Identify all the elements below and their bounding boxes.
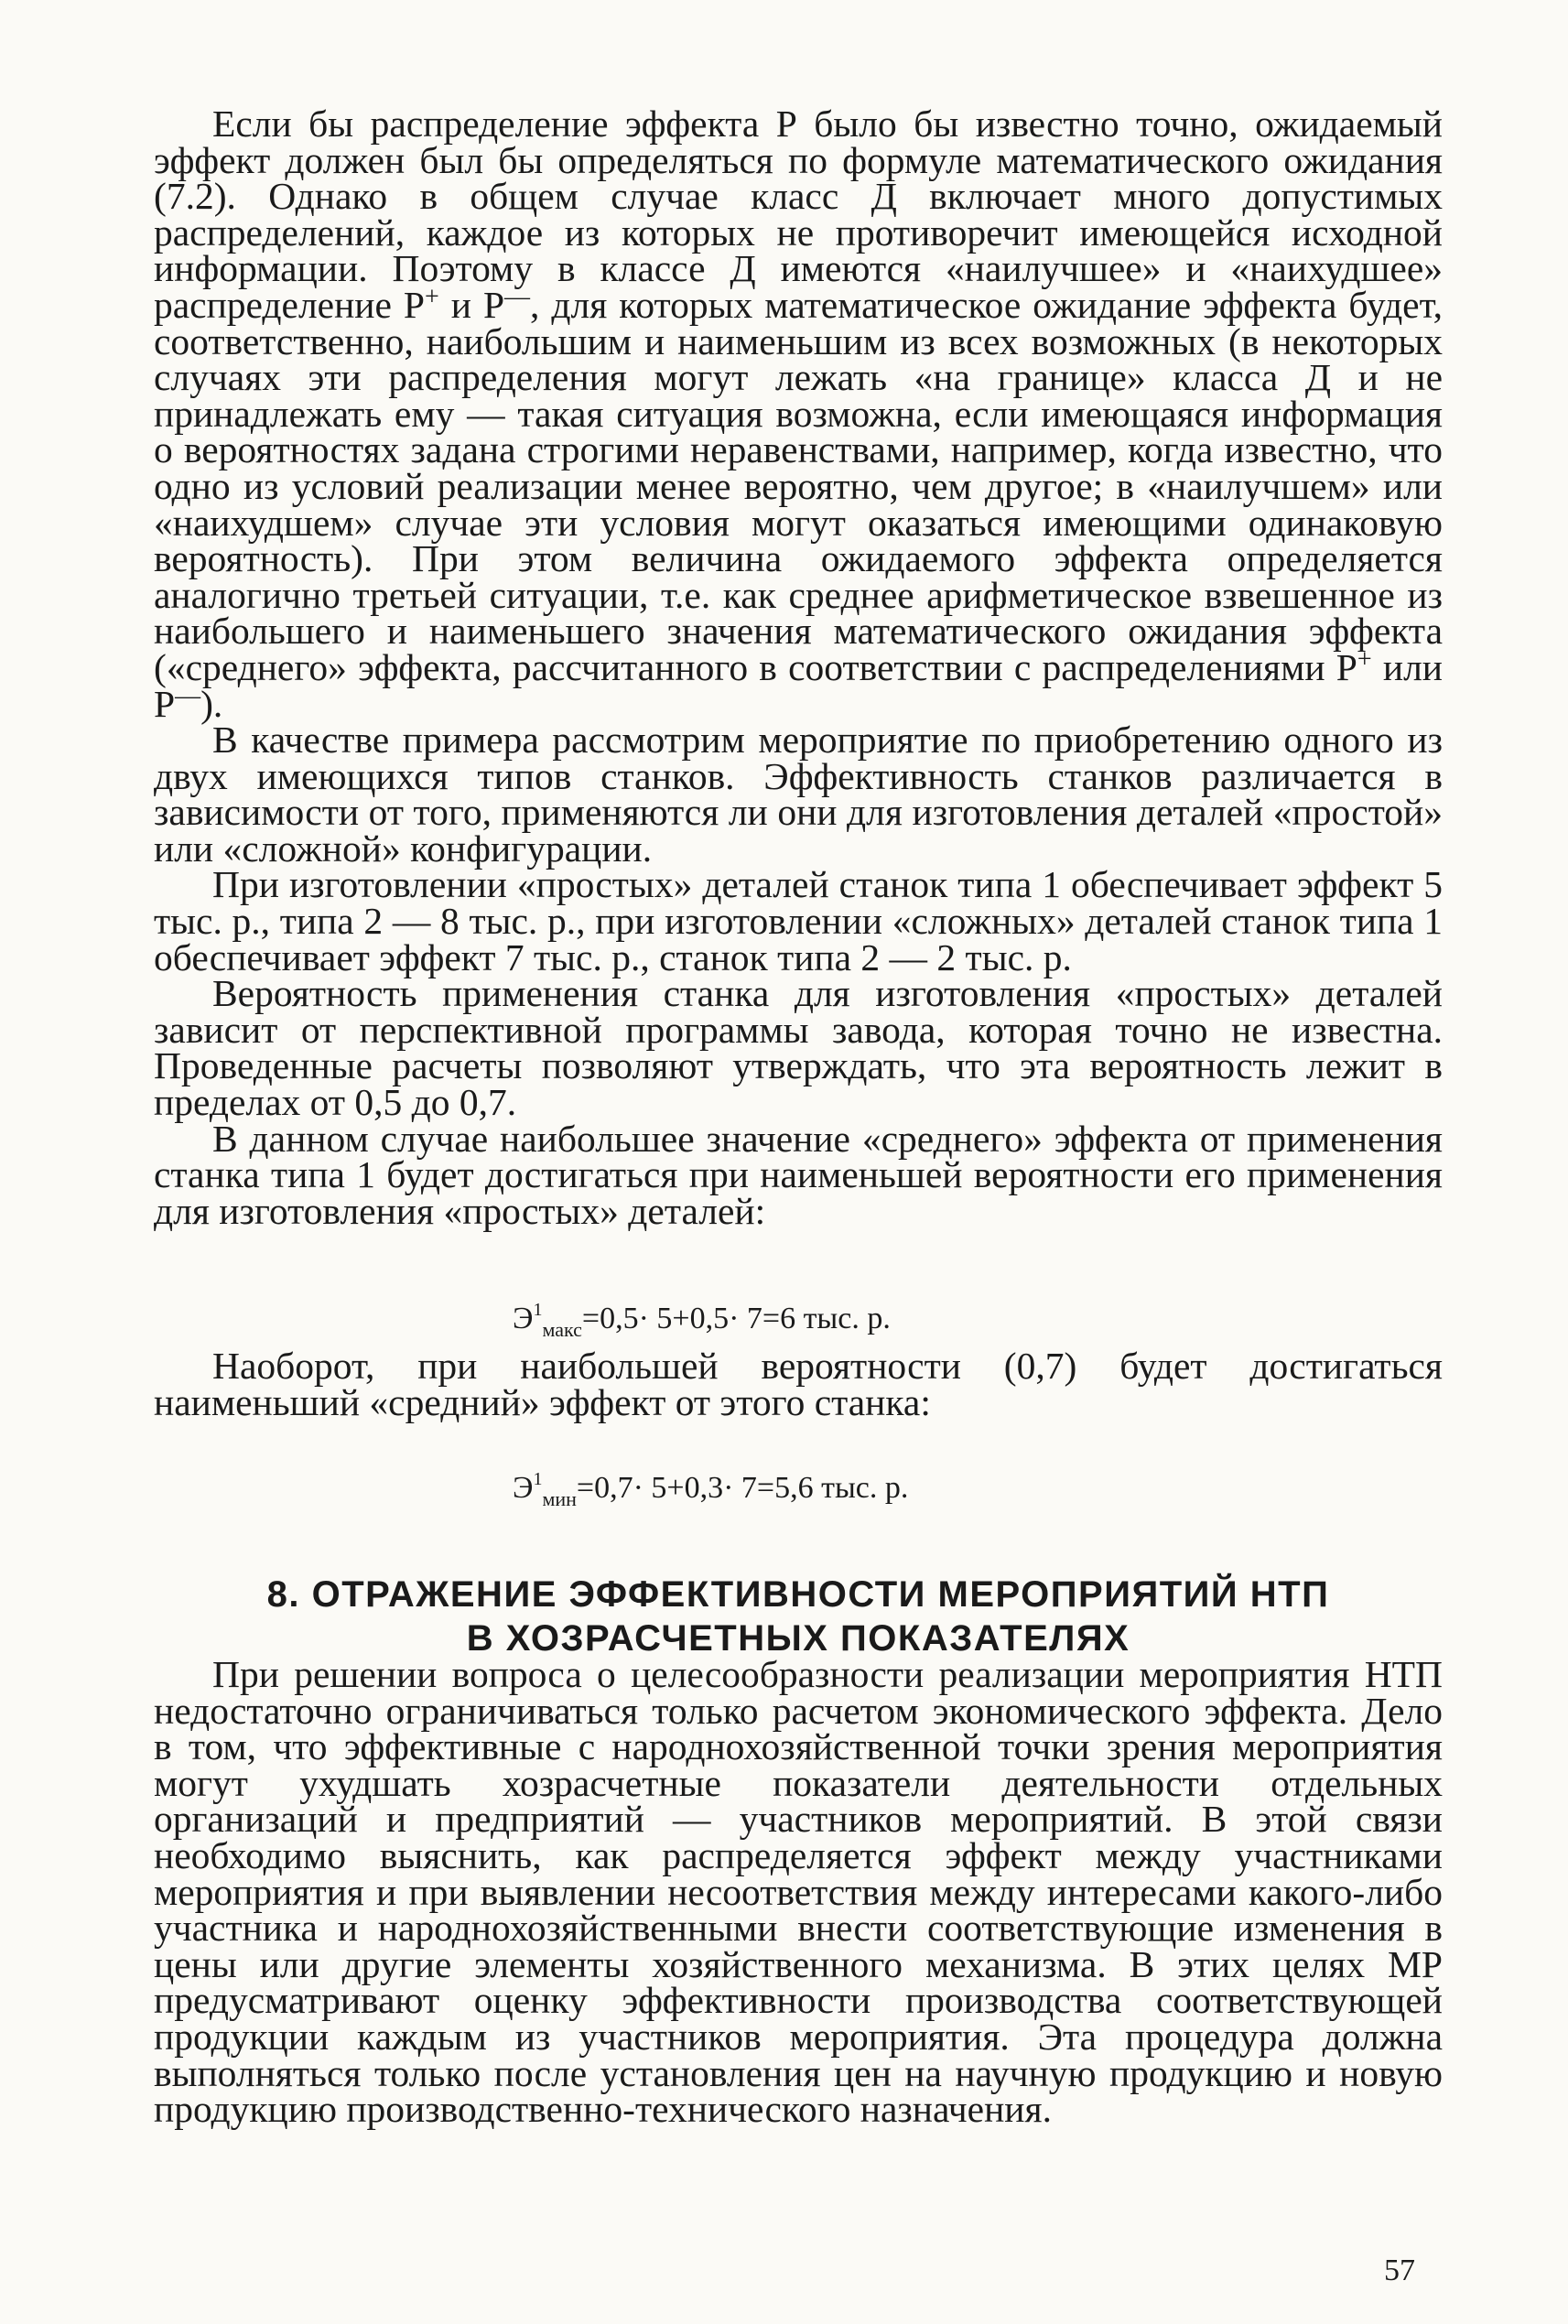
paragraph-probability: Вероятность применения станка для изготовления «простых» деталей зависит от перспективной программы завода, которая точно не известна. Проведенные расчеты позволяют утверждать, что эта вероятность лежит в пределах от 0,5 до 0,7. (154, 972, 1443, 1124)
paragraph-max-effect: В данном случае наибольшее значение «среднего» эффекта от применения станка типа 1 будет достигаться при наименьшей вероятности его применения для изготовления «простых» деталей: (154, 1117, 1443, 1232)
body-text-bottom (154, 1653, 1443, 2131)
paragraph-accounting: При решении вопроса о целесообразности реализации мероприятия НТП недостаточно ограничиваться только расчетом экономического эффекта. Дело в том, что эффективные с народнохозяйственной точки зрения мероприятия могут ухудшать хозрасчетные показатели деятельности отдельных организаций и предприятий — участников мероприятий. В этой связи необходимо выяснить, как распределяется эффект между участниками мероприятия и при выявлении несоответствия между интересами какого-либо участника и народнохозяйственными внести соответствующие изменения в цены или другие элементы хозяйственного механизма. В этих целях МР предусматривают оценку эффективности производства соответствующей продукции каждым из участников мероприятия. Эта процедура должна выполняться только после установления цен на научную продукцию и новую продукцию производственно-технического назначения. (154, 1653, 1443, 2131)
section-heading (154, 1573, 1443, 1660)
body-text-middle (154, 1345, 1443, 1423)
formula-max: $Э^1_{макс}=0,5\cdot 5+0,5\cdot 7=6$ тыс. р. (513, 1300, 891, 1341)
paragraph-effects: При изготовлении «простых» деталей станок типа 1 обеспечивает эффект 5 тыс. р., типа 2 — 8 тыс. р., при изготовлении «сложных» деталей станок типа 1 обеспечивает эффект 7 тыс. р., станок типа 2 — 2 тыс. р. (154, 863, 1443, 978)
paragraph-distribution: Если бы распределение эффекта Р было бы известно точно, ожидаемый эффект должен был бы определяться по формуле математического ожидания (7.2). Однако в общем случае класс Д включает много допустимых распределений, каждое из которых не противоречит имеющейся исходной информации. Поэтому в классе Д имеются «наилучшее» и «наихудшее» распределение Р+ и Р—, для которых математическое ожидание эффекта будет, соответственно, наибольшим и наименьшим из всех возможных (в некоторых случаях эти распределения могут лежать «на границе» класса Д и не принадлежать ему — такая ситуация возможна, если имеющаяся информация о вероятностях задана строгими неравенствами, например, когда известно, что одно из условий реализации менее вероятно, чем другое; в «наилучшем» или «наихудшем» случае эти условия могут оказаться имеющими одинаковую вероятность). При этом величина ожидаемого эффекта определяется аналогично третьей ситуации, т.е. как среднее арифметическое взвешенное из наибольшего и наименьшего значения математического ожидания эффекта («среднего» эффекта, рассчитанного в соответствии с распределениями Р+ или Р—). (154, 103, 1443, 725)
section-heading-line-2: В ХОЗРАСЧЕТНЫХ ПОКАЗАТЕЛЯХ (466, 1618, 1130, 1659)
body-text-top (154, 103, 1443, 1232)
section-heading-line-1: 8. ОТРАЖЕНИЕ ЭФФЕКТИВНОСТИ МЕРОПРИЯТИЙ НТП (266, 1574, 1330, 1615)
page-number: 57 (1384, 2254, 1415, 2287)
formula-min: $Э^1_{мин}=0,7\cdot 5+0,3\cdot 7=5,6$ тыс. р. (513, 1469, 909, 1510)
paragraph-min-effect: Наоборот, при наибольшей вероятности (0,7) будет достигаться наименьший «средний» эффект от этого станка: (154, 1345, 1443, 1423)
paragraph-example: В качестве примера рассмотрим мероприятие по приобретению одного из двух имеющихся типов станков. Эффективность станков различается в зависимости от того, применяются ли они для изготовления деталей «простой» или «сложной» конфигурации. (154, 719, 1443, 870)
